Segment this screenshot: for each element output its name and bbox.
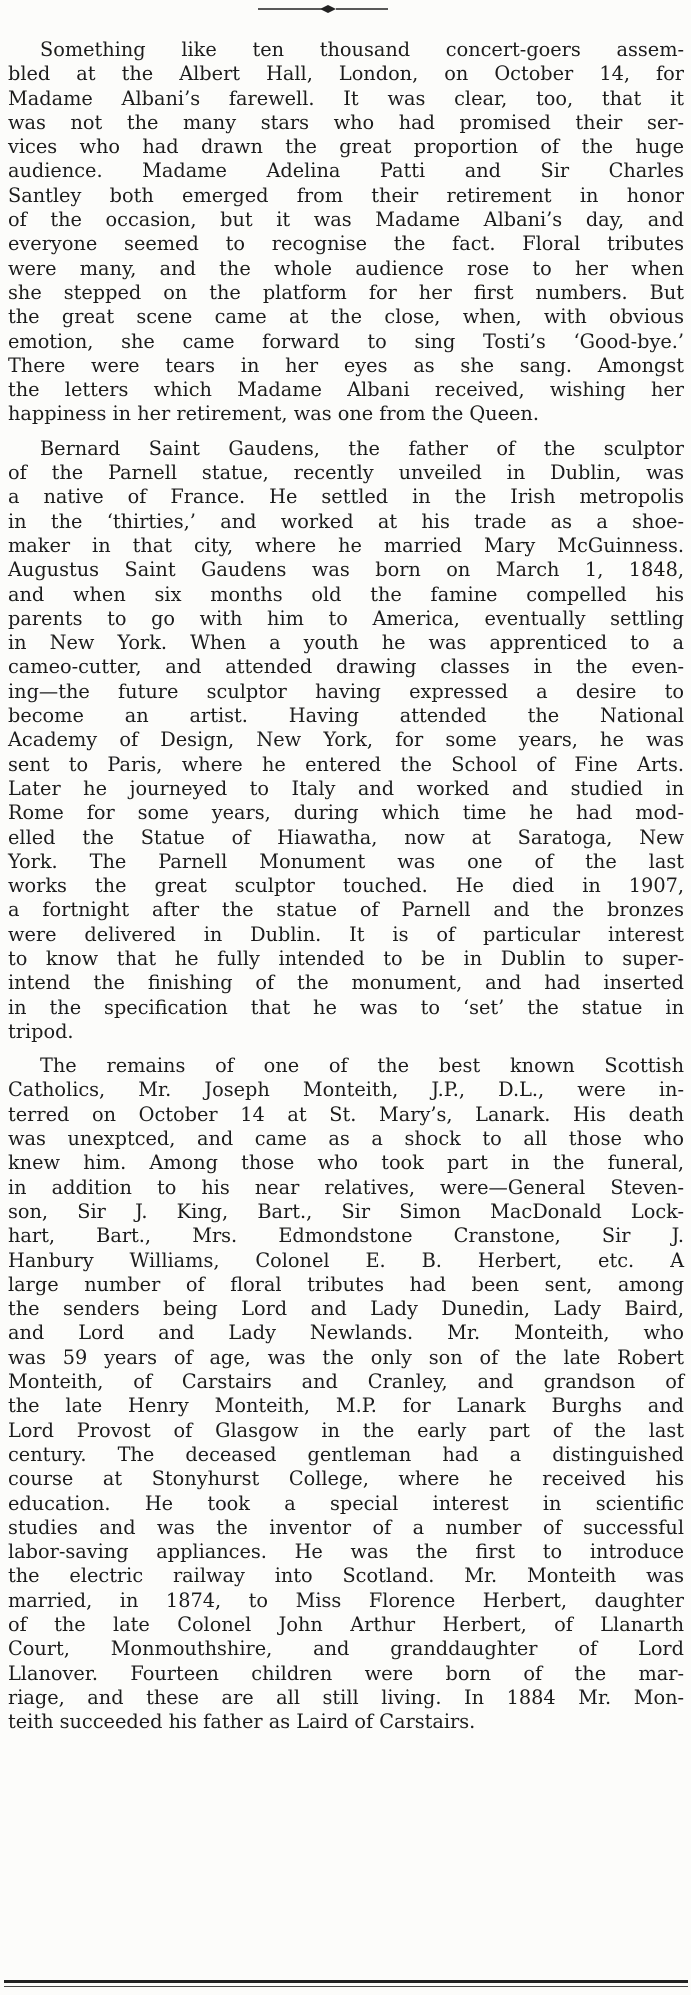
text-line: to know that he fully intended to be in Dublin to super- [8,946,684,970]
text-line: labor-saving appliances. He was the first to introduce [8,1540,684,1564]
text-line: Monteith, of Carstairs and Cranley, and grandson of [8,1370,684,1394]
text-line: in New York. When a youth he was apprenticed to a [8,631,684,655]
text-line: she stepped on the platform for her first numbers. But [8,280,684,304]
text-line: large number of floral tributes had been sent, among [8,1272,684,1296]
article-paragraph [8,1054,684,1734]
text-line: was 59 years of age, was the only son of the late Robert [8,1345,684,1369]
text-line: Lord Provost of Glasgow in the early part of the last [8,1418,684,1442]
text-line: Catholics, Mr. Joseph Monteith, J.P., D.L., were in- [8,1078,684,1102]
text-line: bled at the Albert Hall, London, on October 14, for [8,62,684,86]
text-line: were many, and the whole audience rose to her when [8,256,684,280]
text-line: of the occasion, but it was Madame Albani’s day, and [8,208,684,232]
text-line: emotion, she came forward to sing Tosti’s ‘Good-bye.’ [8,329,684,353]
text-line: Llanover. Fourteen children were born of the mar- [8,1661,684,1685]
text-line: riage, and these are all still living. In 1884 Mr. Mon- [8,1685,684,1709]
text-line: everyone seemed to recognise the fact. Floral tributes [8,232,684,256]
text-line: happiness in her retirement, was one from the Queen. [8,402,539,426]
text-line: maker in that city, where he married Mary McGuinness. [8,533,684,557]
text-line: in the ‘thirties,’ and worked at his trade as a shoe- [8,509,684,533]
text-line: Hanbury Williams, Colonel E. B. Herbert, etc. A [8,1248,684,1272]
text-line: of the Parnell statue, recently unveiled in Dublin, was [8,461,684,485]
text-line: was not the many stars who had promised their ser- [8,110,684,134]
text-line: Academy of Design, New York, for some years, he was [8,728,684,752]
article-paragraph [8,437,684,1044]
text-line: studies and was the inventor of a number of successful [8,1515,684,1539]
text-line: were delivered in Dublin. It is of particular interest [8,922,684,946]
text-line: married, in 1874, to Miss Florence Herbert, daughter [8,1588,684,1612]
text-line: cameo-cutter, and attended drawing classes in the even- [8,655,684,679]
text-line: Augustus Saint Gaudens was born on March 1, 1848, [8,558,684,582]
bottom-rule [4,1980,688,1983]
text-line: in the specification that he was to ‘set’ the statue in [8,995,684,1019]
text-line: the late Henry Monteith, M.P. for Lanark Burghs and [8,1394,684,1418]
text-line: York. The Parnell Monument was one of the last [8,849,684,873]
text-line: parents to go with him to America, eventually settling [8,606,684,630]
text-line: son, Sir J. King, Bart., Sir Simon MacDonald Lock- [8,1199,684,1223]
text-line: and when six months old the famine compelled his [8,582,684,606]
text-line: in addition to his near relatives, were—General Steven- [8,1175,684,1199]
text-line: vices who had drawn the great proportion of the huge [8,135,684,159]
text-line: ing—the future sculptor having expressed a desire to [8,679,684,703]
text-line: knew him. Among those who took part in the funeral, [8,1151,684,1175]
text-line: teith succeeded his father as Laird of Carstairs. [8,1710,476,1734]
text-line: sent to Paris, where he entered the School of Fine Arts. [8,752,684,776]
ornament-rule [258,4,438,14]
text-line: a native of France. He settled in the Irish metropolis [8,485,684,509]
text-line: Rome for some years, during which time he had mod- [8,801,684,825]
text-line: the letters which Madame Albani received, wishing her [8,378,684,402]
text-line: Something like ten thousand concert-goers assem- [40,38,684,61]
text-line: Santley both emerged from their retirement in honor [8,183,684,207]
text-line: Bernard Saint Gaudens, the father of the sculptor [40,436,684,460]
text-line: of the late Colonel John Arthur Herbert, of Llanarth [8,1613,684,1636]
article-paragraph [8,38,684,427]
text-line: education. He took a special interest in scientific [8,1491,684,1515]
text-line: and Lord and Lady Newlands. Mr. Monteith, who [8,1321,684,1345]
text-line: Later he journeyed to Italy and worked and studied in [8,776,684,800]
text-line: course at Stonyhurst College, where he received his [8,1467,684,1491]
text-line: Court, Monmouthshire, and granddaughter of Lord [8,1637,684,1661]
text-line: a fortnight after the statue of Parnell and the bronzes [8,898,684,922]
text-line: elled the Statue of Hiawatha, now at Saratoga, New [8,825,684,849]
text-line: Madame Albani’s farewell. It was clear, too, that it [8,86,684,110]
text-line: terred on October 14 at St. Mary’s, Lanark. His death [8,1102,684,1126]
article-column [8,38,684,1744]
text-line: the electric railway into Scotland. Mr. Monteith was [8,1564,684,1588]
text-line: The remains of one of the best known Scottish [40,1054,684,1078]
bottom-rule-thin [4,1986,688,1987]
text-line: tripod. [8,1019,74,1043]
text-line: audience. Madame Adelina Patti and Sir Charles [8,159,684,183]
text-line: hart, Bart., Mrs. Edmondstone Cranstone, Sir J. [8,1224,684,1248]
text-line: was unexptced, and came as a shock to all those who [8,1127,684,1151]
text-line: There were tears in her eyes as she sang. Amongst [8,353,684,377]
text-line: century. The deceased gentleman had a distinguished [8,1442,684,1466]
text-line: intend the finishing of the monument, and had inserted [8,971,684,995]
text-line: works the great sculptor touched. He died in 1907, [8,874,684,898]
text-line: become an artist. Having attended the National [8,704,684,728]
text-line: the great scene came at the close, when, with obvious [8,305,684,329]
text-line: the senders being Lord and Lady Dunedin, Lady Baird, [8,1297,684,1321]
